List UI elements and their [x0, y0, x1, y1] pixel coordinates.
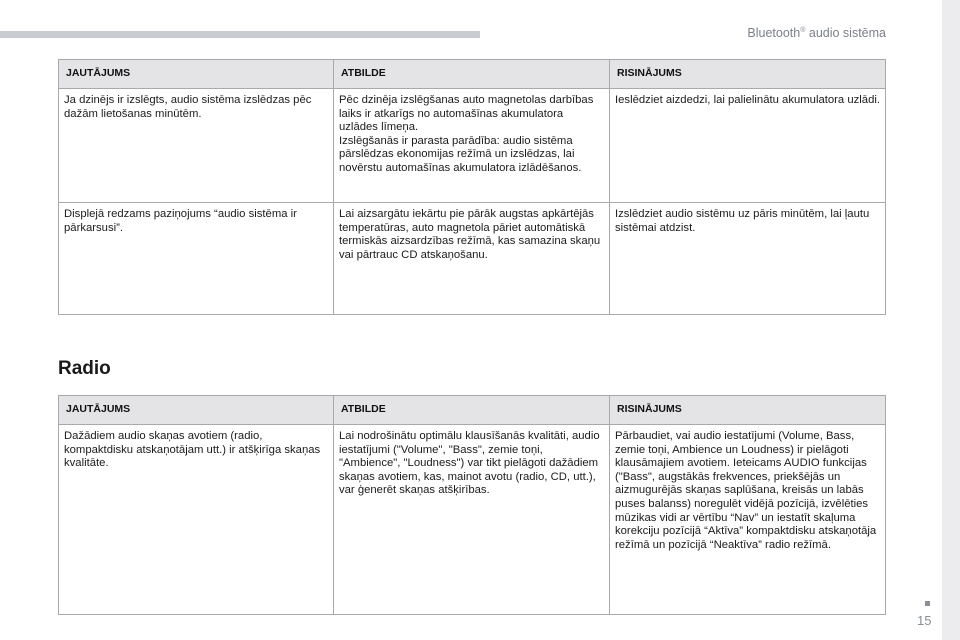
header-rule [0, 31, 480, 38]
faq-table-radio [58, 395, 886, 615]
table-row [59, 203, 886, 315]
question-cell: Ja dzinējs ir izslēgts, audio sistēma izslēdzas pēc dažām lietošanas minūtēm. [59, 89, 334, 203]
table-header-row [59, 60, 886, 89]
page-marker-square [925, 601, 930, 606]
page-header-title [747, 26, 886, 40]
question-cell: Dažādiem audio skaņas avotiem (radio, kompaktdisku atskaņotājam utt.) ir atšķirīga skaņas kvalitāte. [59, 425, 334, 615]
column-header-question: JAUTĀJUMS [59, 396, 334, 425]
answer-cell: Pēc dzinēja izslēgšanas auto magnetolas darbības laiks ir atkarīgs no automašīnas akumulatora uzlādes līmeņa. Izslēgšanās ir parasta parādība: audio sistēma pārslēdzas ekonomijas režīmā un izslēdzas, lai novērstu automašīnas akumulatora izlādēšanos. [334, 89, 610, 203]
table-row [59, 89, 886, 203]
column-header-answer: ATBILDE [334, 396, 610, 425]
answer-cell: Lai aizsargātu iekārtu pie pārāk augstas apkārtējās temperatūras, auto magnetola pāriet automātiskā termiskās aizsardzības režīmā, kas samazina skaņu vai pārtrauc CD atskaņošanu. [334, 203, 610, 315]
column-header-solution: RISINĀJUMS [610, 60, 886, 89]
column-header-solution: RISINĀJUMS [610, 396, 886, 425]
registered-mark: ® [800, 26, 806, 34]
table-row [59, 425, 886, 615]
answer-cell: Lai nodrošinātu optimālu klausīšanās kvalitāti, audio iestatījumi ("Volume", "Bass", zemie toņi, "Ambience", "Loudness") var tikt pielāgoti dažādiem skaņas avotiem, kas, mainot avotu (radio, CD, utt.), var ģenerēt skaņas atšķirības. [334, 425, 610, 615]
page-number: 15 [917, 613, 932, 628]
solution-cell: Ieslēdziet aizdedzi, lai palielinātu akumulatora uzlādi. [610, 89, 886, 203]
question-cell: Displejā redzams paziņojums “audio sistēma ir pārkarsusi”. [59, 203, 334, 315]
column-header-answer: ATBILDE [334, 60, 610, 89]
header-title-main: Bluetooth [747, 26, 801, 40]
column-header-question: JAUTĀJUMS [59, 60, 334, 89]
section-title-radio: Radio [58, 358, 111, 379]
side-strip [942, 0, 960, 640]
faq-table-audio [58, 59, 886, 315]
solution-cell: Izslēdziet audio sistēmu uz pāris minūtēm, lai ļautu sistēmai atdzist. [610, 203, 886, 315]
header-title-rest: audio sistēma [805, 26, 886, 40]
table-header-row [59, 396, 886, 425]
solution-cell: Pārbaudiet, vai audio iestatījumi (Volume, Bass, zemie toņi, Ambience un Loudness) ir pielāgoti klausāmajiem avotiem. Ieteicams AUDIO funkcijas ("Bass", augstākās frekvences, priekšējās un aizmugurējās skaņas saplūšana, kreisās un labās puses balanss) noregulēt vidējā pozīcijā, izvēlēties mūzikas vidi ar vērtību “Nav” un iestatīt skaļuma korekciju pozīcijā “Aktīva” kompaktdisku atskaņotāja režīmā un pozīcijā “Neaktīva” radio režīmā. [610, 425, 886, 615]
